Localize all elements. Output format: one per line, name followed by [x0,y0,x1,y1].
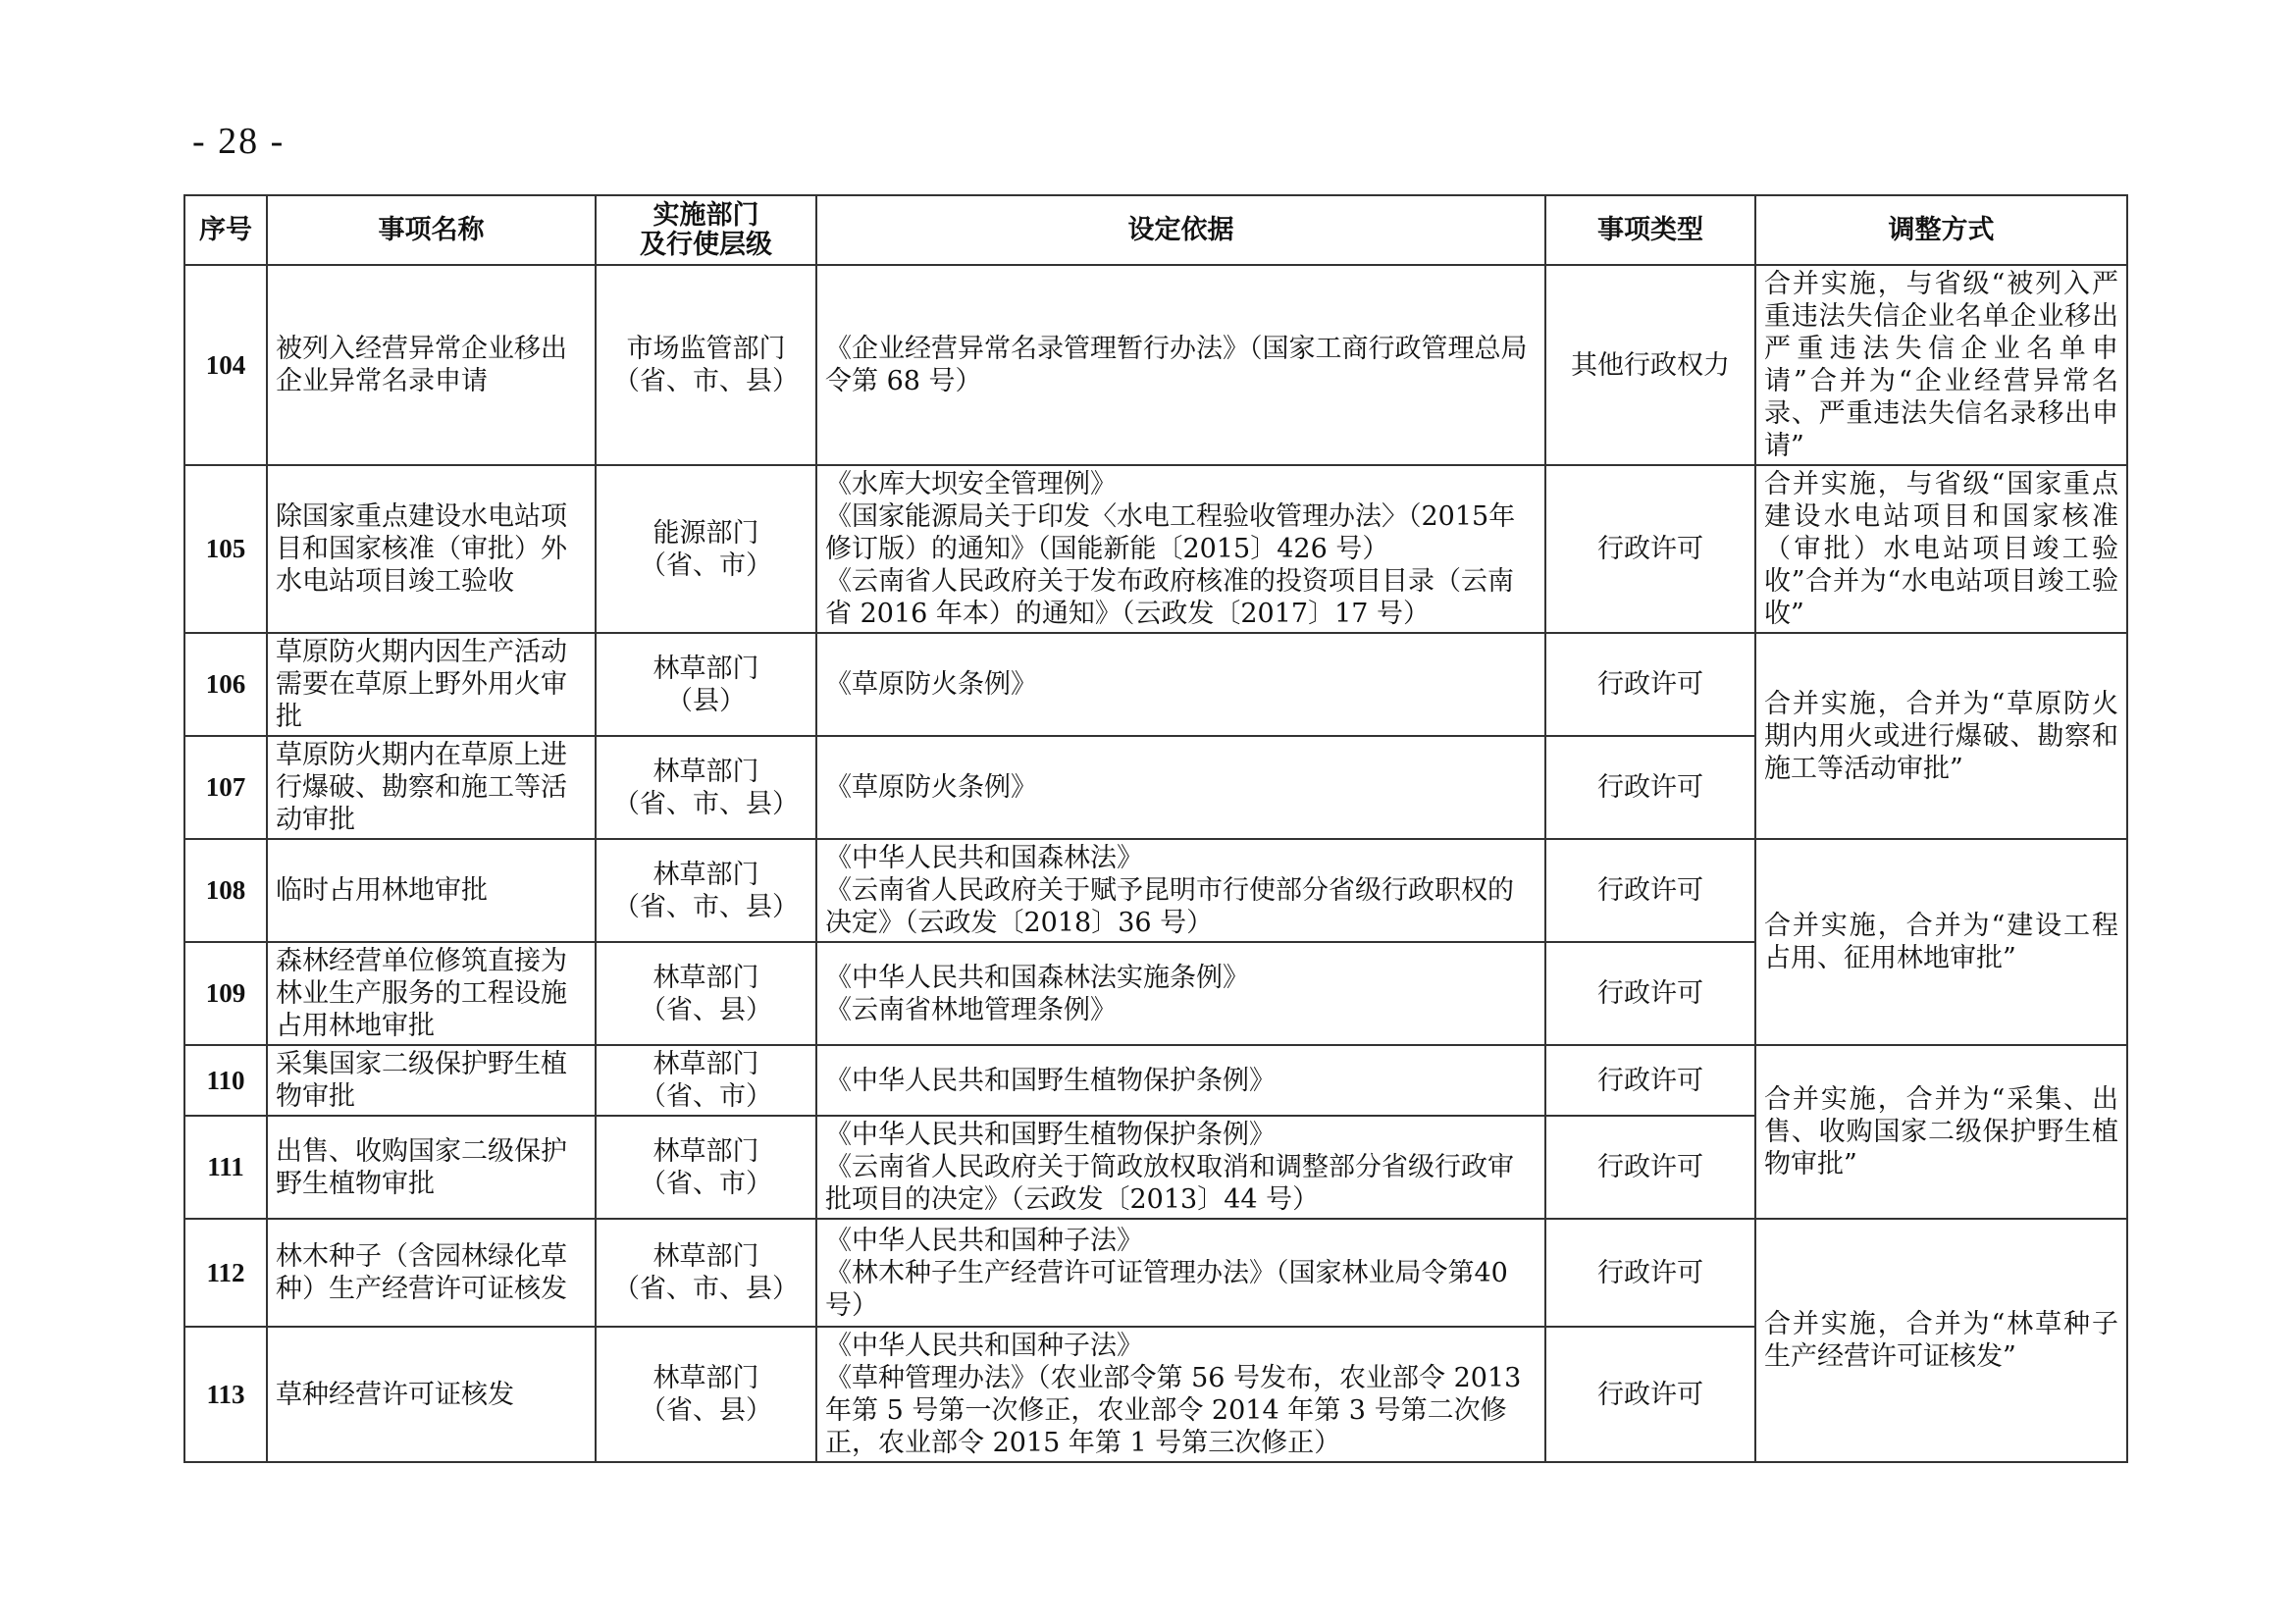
row-type: 行政许可 [1545,465,1755,633]
table-row [184,265,2127,465]
row-dept: 林草部门 （省、市） [596,1045,816,1116]
row-name: 临时占用林地审批 [267,839,596,942]
row-name: 草原防火期内在草原上进行爆破、勘察和施工等活动审批 [267,736,596,839]
row-type: 行政许可 [1545,633,1755,736]
table-row [184,465,2127,633]
row-no: 107 [184,736,267,839]
row-no: 110 [184,1045,267,1116]
row-basis: 《中华人民共和国种子法》 《草种管理办法》（农业部令第 56 号发布，农业部令 2013年第 5 号第一次修正，农业部令 2014 年第 3 号第二次修正，农业部令 2015 年第 1 号第三次修正） [816,1327,1545,1462]
row-basis: 《中华人民共和国森林法》 《云南省人民政府关于赋予昆明市行使部分省级行政职权的决定》（云政发〔2018〕36 号） [816,839,1545,942]
header-name: 事项名称 [267,195,596,265]
row-adjustment: 合并实施，合并为“建设工程占用、征用林地审批” [1755,839,2127,1045]
row-type: 其他行政权力 [1545,265,1755,465]
table-header-row [184,195,2127,265]
row-type: 行政许可 [1545,1219,1755,1327]
row-type: 行政许可 [1545,1116,1755,1219]
row-name: 采集国家二级保护野生植物审批 [267,1045,596,1116]
row-no: 108 [184,839,267,942]
row-dept: 市场监管部门 （省、市、县） [596,265,816,465]
row-type: 行政许可 [1545,736,1755,839]
row-name: 除国家重点建设水电站项目和国家核准（审批）外水电站项目竣工验收 [267,465,596,633]
row-basis: 《中华人民共和国野生植物保护条例》 《云南省人民政府关于简政放权取消和调整部分省级行政审批项目的决定》（云政发〔2013〕44 号） [816,1116,1545,1219]
row-basis: 《草原防火条例》 [816,633,1545,736]
row-dept: 林草部门 （省、市、县） [596,839,816,942]
table-row [184,1219,2127,1327]
row-dept: 林草部门 （省、县） [596,1327,816,1462]
row-no: 111 [184,1116,267,1219]
row-adjustment: 合并实施，合并为“林草种子生产经营许可证核发” [1755,1219,2127,1462]
header-no: 序号 [184,195,267,265]
row-no: 112 [184,1219,267,1327]
row-dept: 林草部门 （省、县） [596,942,816,1045]
row-basis: 《企业经营异常名录管理暂行办法》（国家工商行政管理总局令第 68 号） [816,265,1545,465]
row-name: 被列入经营异常企业移出企业异常名录申请 [267,265,596,465]
row-basis: 《水库大坝安全管理例》 《国家能源局关于印发〈水电工程验收管理办法〉（2015年修订版）的通知》（国能新能〔2015〕426 号） 《云南省人民政府关于发布政府核准的投资项目目录（云南省 2016 年本）的通知》（云政发〔2017〕17 号） [816,465,1545,633]
row-adjustment: 合并实施，合并为“草原防火期内用火或进行爆破、勘察和施工等活动审批” [1755,633,2127,839]
header-dept: 实施部门 及行使层级 [596,195,816,265]
row-basis: 《中华人民共和国森林法实施条例》 《云南省林地管理条例》 [816,942,1545,1045]
row-name: 草原防火期内因生产活动需要在草原上野外用火审批 [267,633,596,736]
row-type: 行政许可 [1545,942,1755,1045]
page-number: - 28 - [192,121,286,162]
row-dept: 能源部门 （省、市） [596,465,816,633]
row-type: 行政许可 [1545,1045,1755,1116]
row-name: 草种经营许可证核发 [267,1327,596,1462]
row-adjustment: 合并实施，与省级“国家重点建设水电站项目和国家核准（审批）水电站项目竣工验收”合并为“水电站项目竣工验收” [1755,465,2127,633]
row-dept: 林草部门 （省、市、县） [596,736,816,839]
row-basis: 《中华人民共和国野生植物保护条例》 [816,1045,1545,1116]
row-no: 109 [184,942,267,1045]
table-row [184,839,2127,942]
row-dept: 林草部门 （省、市） [596,1116,816,1219]
row-name: 出售、收购国家二级保护野生植物审批 [267,1116,596,1219]
header-type: 事项类型 [1545,195,1755,265]
table-row [184,1045,2127,1116]
row-name: 森林经营单位修筑直接为林业生产服务的工程设施占用林地审批 [267,942,596,1045]
items-table [183,194,2128,1463]
row-dept: 林草部门 （县） [596,633,816,736]
row-type: 行政许可 [1545,839,1755,942]
row-adjustment: 合并实施，合并为“采集、出售、收购国家二级保护野生植物审批” [1755,1045,2127,1219]
row-name: 林木种子（含园林绿化草种）生产经营许可证核发 [267,1219,596,1327]
row-no: 105 [184,465,267,633]
row-no: 113 [184,1327,267,1462]
header-adj: 调整方式 [1755,195,2127,265]
row-basis: 《中华人民共和国种子法》 《林木种子生产经营许可证管理办法》（国家林业局令第40 号） [816,1219,1545,1327]
header-basis: 设定依据 [816,195,1545,265]
row-type: 行政许可 [1545,1327,1755,1462]
row-no: 106 [184,633,267,736]
row-basis: 《草原防火条例》 [816,736,1545,839]
row-no: 104 [184,265,267,465]
table-row [184,633,2127,736]
row-dept: 林草部门 （省、市、县） [596,1219,816,1327]
row-adjustment: 合并实施，与省级“被列入严重违法失信企业名单企业移出严重违法失信企业名单申请”合并为“企业经营异常名录、严重违法失信名录移出申请” [1755,265,2127,465]
